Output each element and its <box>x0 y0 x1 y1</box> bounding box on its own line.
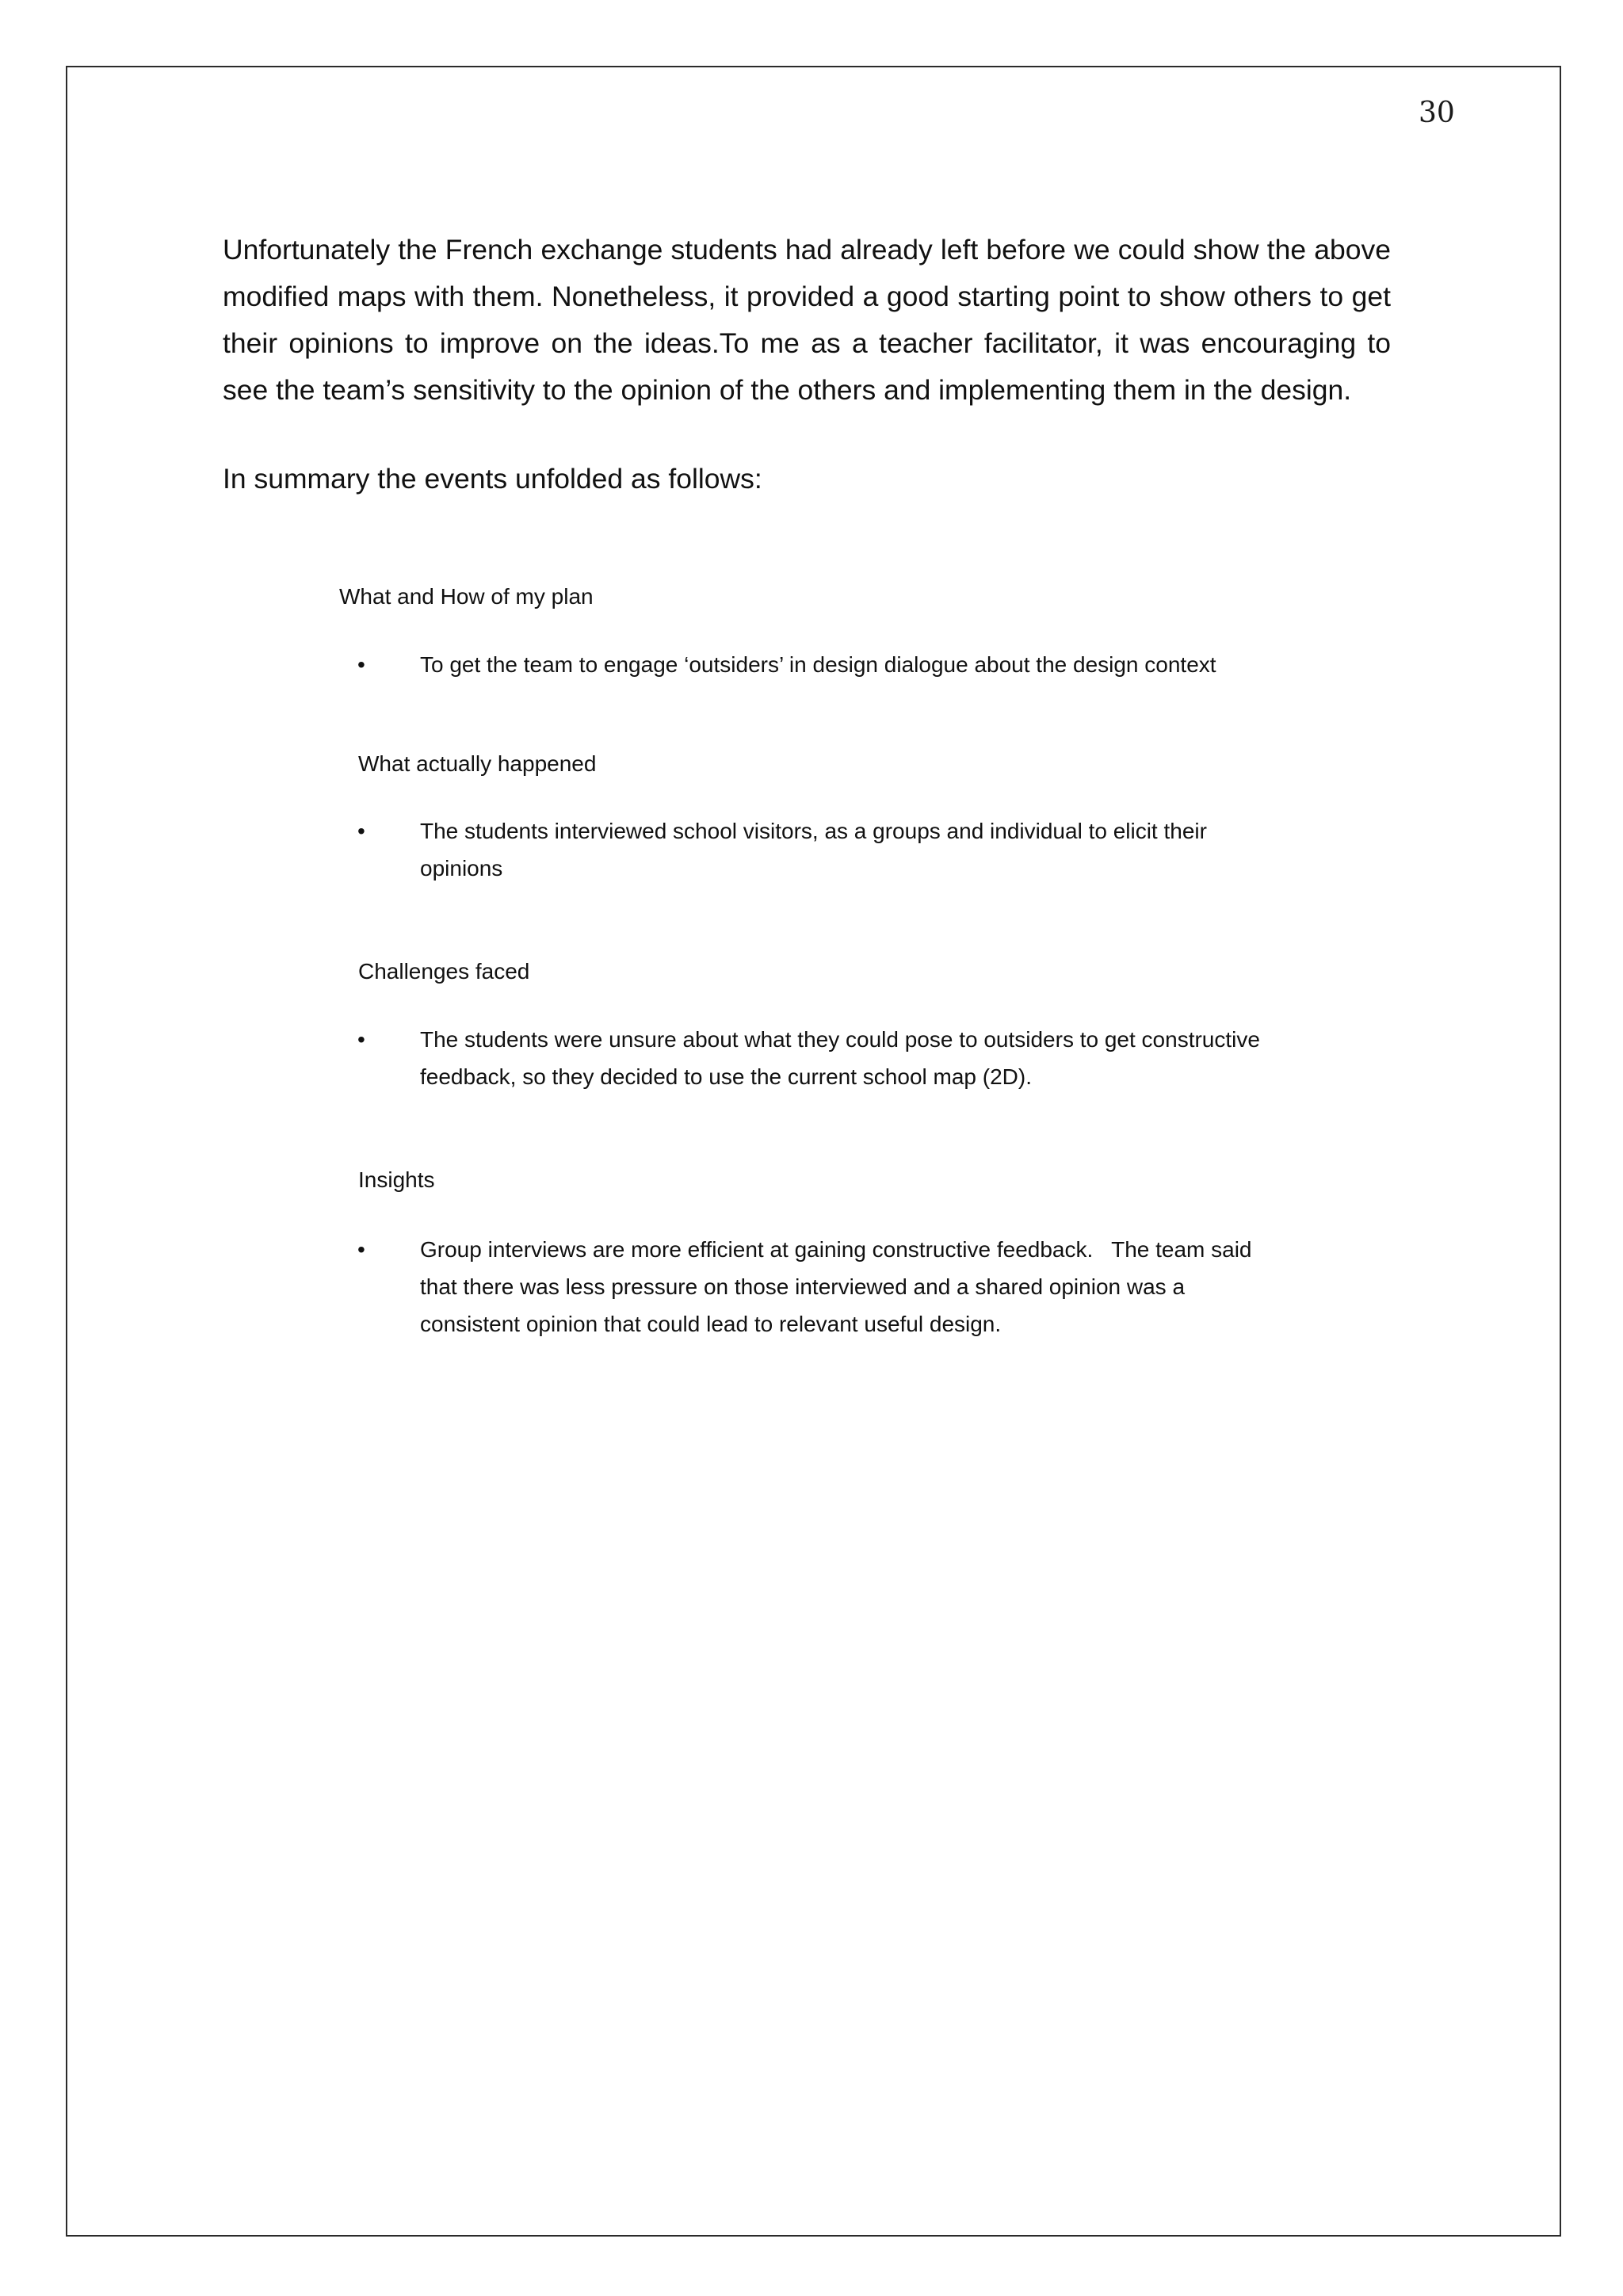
section-heading-plan: What and How of my plan <box>339 584 594 609</box>
section-heading-insights: Insights <box>358 1167 435 1192</box>
intro-paragraph: Unfortunately the French exchange students had already left before we could show the above modified maps with them. Nonetheless, it provided a good starting point to show others to get their opinions to improve on the ideas.To me as a teacher facilitator, it was encouraging to see the team’s sensitivity to the opinion of the others and implementing them in the design. <box>223 234 1391 406</box>
section-heading-happened: What actually happened <box>358 751 597 776</box>
bullet-text: The students were unsure about what they could pose to outsiders to get constructive feedback, so they decided to use the current school map (2D). <box>420 1027 1260 1089</box>
bullet-icon: • <box>357 819 365 843</box>
page-number: 30 <box>1419 97 1455 129</box>
summary-line: In summary the events unfolded as follows: <box>223 463 762 495</box>
bullet-text: Group interviews are more efficient at gaining constructive feedback. The team said that there was less pressure on those interviewed and a shared opinion was a consistent opinion that could lead to relevant useful design. <box>420 1237 1258 1336</box>
bullet-text: To get the team to engage ‘outsiders’ in design dialogue about the design context <box>420 652 1216 677</box>
bullet-icon: • <box>357 652 365 677</box>
bullet-text: The students interviewed school visitors, as a groups and individual to elicit their opinions <box>420 819 1207 881</box>
bullet-icon: • <box>357 1027 365 1052</box>
bullet-icon: • <box>357 1237 365 1262</box>
section-heading-challenges: Challenges faced <box>358 959 530 984</box>
